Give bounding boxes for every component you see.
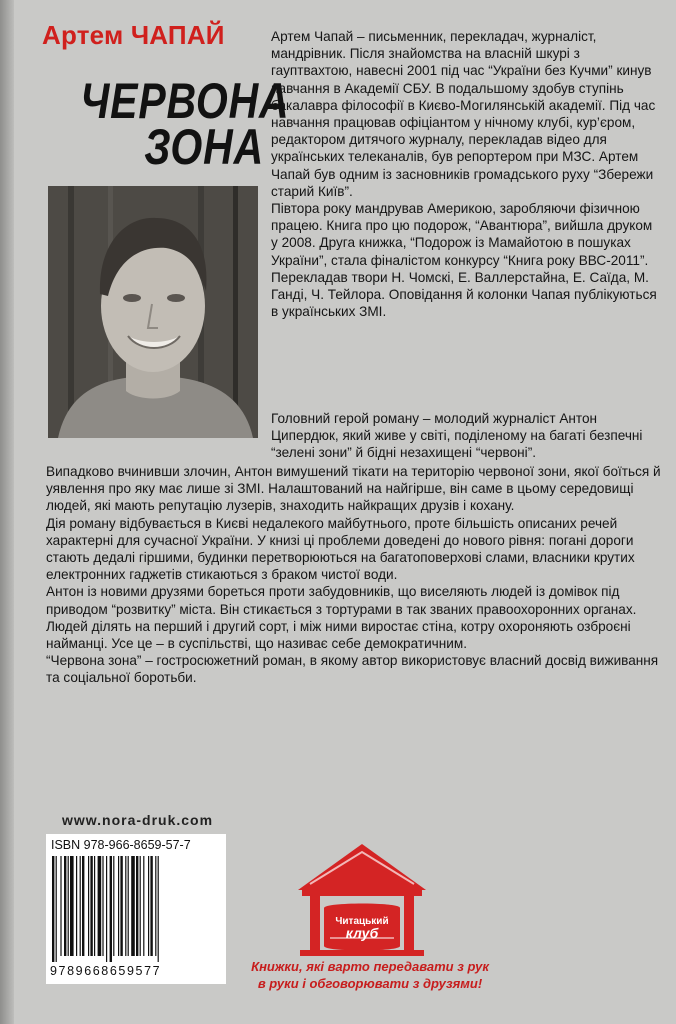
synopsis-intro-paragraph: Головний герой роману – молодий журналіст Антон Ципердюк, який живе у світі, поділеному на багаті безпечні “зелені зони” й бідні незахищені “червоні”. xyxy=(271,411,643,461)
synopsis xyxy=(46,463,661,687)
synopsis-paragraph: Дія роману відбувається в Києві недалекого майбутнього, проте більшість описаних речей характерні для сучасної України. У книзі ці проблеми доведені до нового рівня: погані дороги стають дедалі гіршими, будинки перетворюються на багатоповерхові слами, власники крутих електронних гаджетів стикаються з браком чистої води. xyxy=(46,515,635,583)
bio-paragraph: Півтора року мандрував Америкою, заробляючи фізичною працею. Книга про цю подорож, “Авантюра”, вийшла друком у 2008. Друга книжка, “Подорож із Мамайотою в пошуках України”, стала фіналістом конкурсу “Книга року ВВС-2011”. Перекладав твори Н. Чомскі, Е. Валлерстайна, Е. Саїда, М. Ганді, Ч. Тейлора. Оповідання й колонки Чапая публікуються в українських ЗМІ. xyxy=(271,201,657,320)
publisher-website[interactable]: www.nora-druk.com xyxy=(62,812,214,828)
author-bio xyxy=(271,28,661,320)
slogan-line: Книжки, які варто передавати з рук xyxy=(251,959,489,974)
author-portrait-image xyxy=(48,186,258,438)
barcode-digits: 9789668659577 xyxy=(50,964,162,978)
reading-club-logo xyxy=(286,838,438,958)
book-title-line-2: ЗОНА xyxy=(144,119,264,175)
barcode-block xyxy=(46,834,226,984)
author-photo xyxy=(48,186,258,438)
bio-paragraph: Артем Чапай – письменник, перекладач, журналіст, мандрівник. Після знайомства на власній шкурі з гауптвахтою, навесні 2001 під час “України без Кучми” кинув навчання в Академії СБУ. В подальшому здобув ступінь бакалавра філософії в Києво-Могилянській академії. Під час навчання працював офіціантом у нічному клубі, кур’єром, редактором дитячого журналу, перекладав відео для українських телеканалів, був репортером при МЗС. Артем Чапай був одним із засновників громадського руху “Збережи старий Київ”. xyxy=(271,29,656,199)
club-slogan xyxy=(232,958,508,992)
synopsis-paragraph: “Червона зона” – гостросюжетний роман, в якому автор використовує власний досвід виживання та соціальної боротьби. xyxy=(46,653,659,686)
club-line-1: Читацький xyxy=(335,916,389,927)
club-line-2: клуб xyxy=(345,925,379,941)
synopsis-paragraph: Антон із новими друзями бореться проти забудовників, що виселяють людей із домівок під приводом “розвитку” міста. Він стикається з тортурами в так званих правоохоронних органах. Людей ділять на перший і другий сорт, і між ними виростає стіна, котру охороняють озброєні найманці. Усе це – в суспільстві, що називає себе демократичним. xyxy=(46,584,637,652)
author-name: Артем ЧАПАЙ xyxy=(42,20,225,50)
book-title-line-1: ЧЕРВОНА xyxy=(80,73,290,129)
isbn-label: ISBN 978-966-8659-57-7 xyxy=(51,838,191,852)
barcode-icon xyxy=(50,856,222,962)
synopsis-paragraph: Випадково вчинивши злочин, Антон вимушений тікати на територію червоної зони, якої боїться й уявлення про яку має лише зі ЗМІ. Налаштований на найгірше, він саме в цьому середовищі людей, які мають репутацію лузерів, знаходить найкращих друзів і кохану. xyxy=(46,464,661,514)
book-title xyxy=(80,73,290,175)
slogan-line: в руки і обговорювати з друзями! xyxy=(257,976,483,991)
spine-edge xyxy=(0,0,14,1024)
synopsis-intro xyxy=(271,410,661,462)
